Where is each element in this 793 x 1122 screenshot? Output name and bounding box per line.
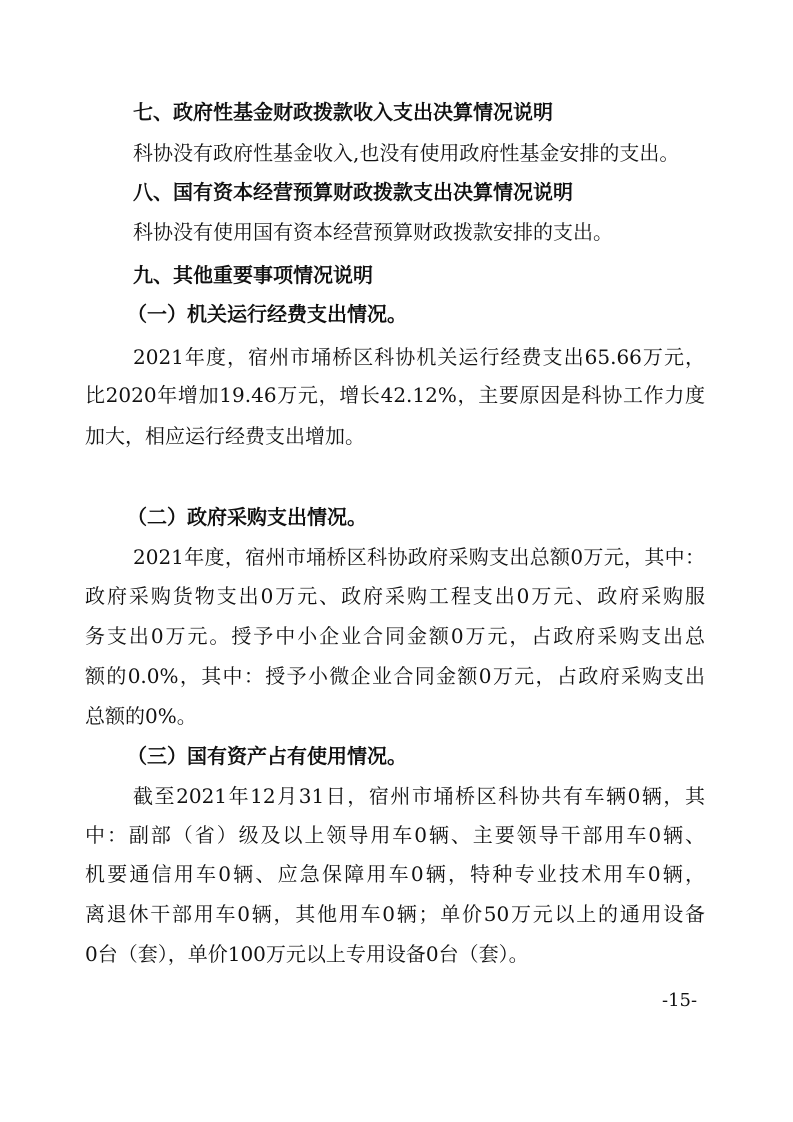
paragraph-line: 2021年度，宿州市埇桥区科协机关运行经费支出65.66万元， [133,345,705,369]
page-number: -15- [662,990,698,1011]
paragraph-line: 2021年度，宿州市埇桥区科协政府采购支出总额0万元，其中： [133,545,705,569]
paragraph-line: 额的0.0%，其中：授予小微企业合同金额0万元，占政府采购支出 [85,664,705,688]
paragraph-line: 比2020年增加19.46万元，增长42.12%，主要原因是科协工作力度 [85,383,705,407]
paragraph-line: 科协没有政府性基金收入,也没有使用政府性基金安排的支出。 [133,141,680,165]
paragraph-line: 总额的0%。 [85,704,197,728]
paragraph-line: 加大，相应运行经费支出增加。 [85,424,365,448]
paragraph-line: 截至2021年12月31日，宿州市埇桥区科协共有车辆0辆，其 [133,784,705,808]
paragraph-line: 政府采购货物支出0万元、政府采购工程支出0万元、政府采购服 [85,584,705,608]
paragraph-line: 离退休干部用车0辆，其他用车0辆；单价50万元以上的通用设备 [85,902,705,926]
paragraph-line: 机要通信用车0辆、应急保障用车0辆，特种专业技术用车0辆， [85,862,705,886]
paragraph-line: 务支出0万元。授予中小企业合同金额0万元，占政府采购支出总 [85,624,705,648]
paragraph-line: 0台（套），单价100万元以上专用设备0台（套）。 [85,942,529,966]
paragraph-line: 科协没有使用国有资本经营预算财政拨款安排的支出。 [133,220,613,244]
section-heading-8: 八、国有资本经营预算财政拨款支出决算情况说明 [133,180,573,204]
section-heading-9: 九、其他重要事项情况说明 [133,263,373,287]
subheading-3: （三）国有资产占有使用情况。 [127,744,407,768]
section-heading-7: 七、政府性基金财政拨款收入支出决算情况说明 [133,100,553,124]
subheading-2: （二）政府采购支出情况。 [127,505,367,529]
subheading-1: （一）机关运行经费支出情况。 [127,302,407,326]
paragraph-line: 中：副部（省）级及以上领导用车0辆、主要领导干部用车0辆、 [85,823,705,847]
